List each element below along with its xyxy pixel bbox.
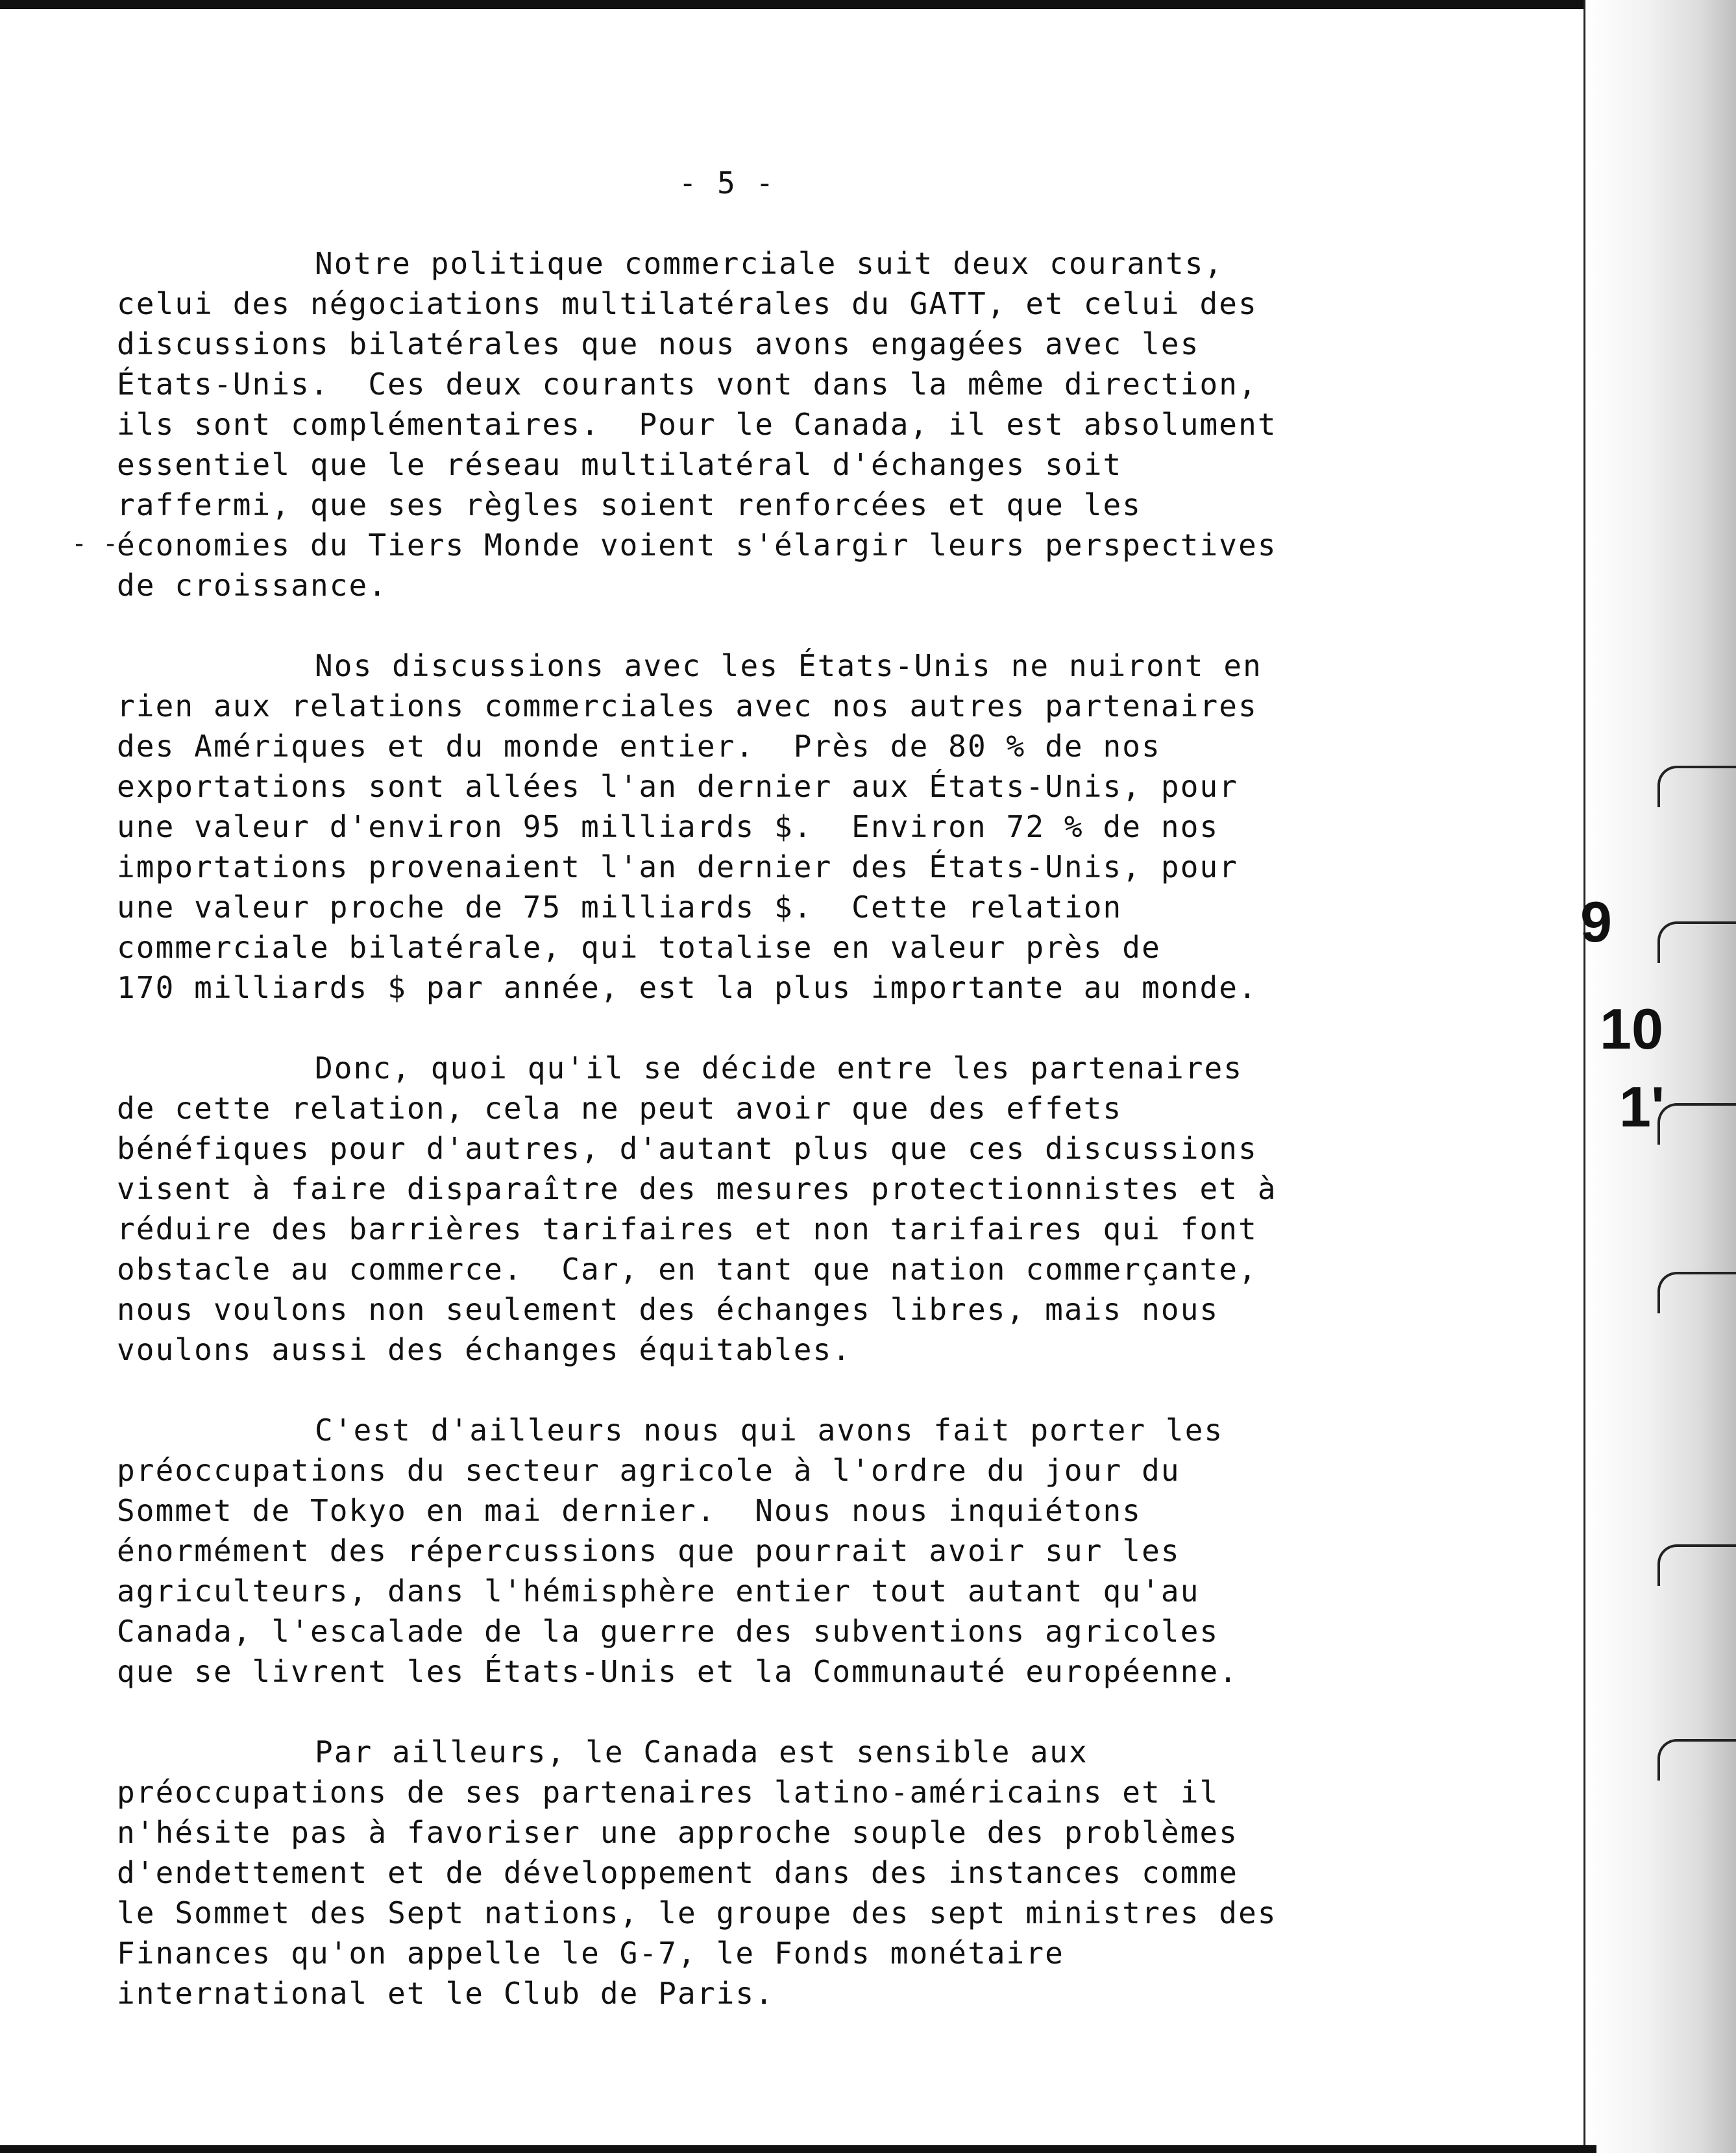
text-line: essentiel que le réseau multilatéral d'échanges soit (117, 447, 1123, 482)
tab-divider (1657, 921, 1736, 963)
top-edge-rule (0, 0, 1583, 9)
text-line: obstacle au commerce. Car, en tant que nation commerçante, (117, 1252, 1258, 1287)
text-line: que se livrent les États-Unis et la Communauté européenne. (117, 1654, 1239, 1689)
text-line: n'hésite pas à favoriser une approche souple des problèmes (117, 1815, 1239, 1850)
text-line: commerciale bilatérale, qui totalise en valeur près de (117, 930, 1161, 965)
text-line: C'est d'ailleurs nous qui avons fait porter les (315, 1413, 1224, 1448)
text-line: une valeur d'environ 95 milliards $. Environ 72 % de nos (117, 809, 1219, 844)
bottom-edge-rule (0, 2145, 1596, 2153)
text-line: voulons aussi des échanges équitables. (117, 1332, 852, 1367)
document-body (117, 243, 1434, 2054)
text-line: Par ailleurs, le Canada est sensible aux (315, 1734, 1088, 1770)
text-line: de croissance. (117, 568, 388, 603)
text-line: visent à faire disparaître des mesures protectionnistes et à (117, 1171, 1277, 1206)
text-line: énormément des répercussions que pourrait avoir sur les (117, 1533, 1180, 1568)
tab-divider (1657, 1544, 1736, 1586)
tab-label-9: 9 (1580, 890, 1612, 954)
tab-label-10: 10 (1600, 997, 1663, 1061)
text-line: importations provenaient l'an dernier des États-Unis, pour (117, 849, 1239, 884)
text-line: Notre politique commerciale suit deux courants, (315, 246, 1224, 281)
text-line: Donc, quoi qu'il se décide entre les partenaires (315, 1051, 1243, 1086)
page-number: - 5 - (678, 165, 776, 201)
text-line: international et le Club de Paris. (117, 1976, 775, 2011)
text-line: celui des négociations multilatérales du GATT, et celui des (117, 286, 1258, 321)
text-line: agriculteurs, dans l'hémisphère entier tout autant qu'au (117, 1574, 1200, 1609)
tab-divider (1657, 1103, 1736, 1145)
text-line: rien aux relations commerciales avec nos autres partenaires (117, 688, 1258, 724)
paragraph-1 (117, 243, 1434, 605)
text-line: préoccupations de ses partenaires latino-américains et il (117, 1775, 1219, 1810)
text-line: Nos discussions avec les États-Unis ne nuiront en (315, 648, 1262, 683)
text-line: réduire des barrières tarifaires et non tarifaires qui font (117, 1211, 1258, 1247)
margin-mark: - - (71, 529, 119, 559)
text-line: des Amériques et du monde entier. Près de 80 % de nos (117, 729, 1161, 764)
text-line: préoccupations du secteur agricole à l'ordre du jour du (117, 1453, 1180, 1488)
text-line: raffermi, que ses règles soient renforcées et que les (117, 487, 1142, 522)
text-line: 170 milliards $ par année, est la plus importante au monde. (117, 970, 1258, 1005)
paragraph-4 (117, 1410, 1434, 1692)
text-line: discussions bilatérales que nous avons engagées avec les (117, 326, 1200, 361)
text-line: ils sont complémentaires. Pour le Canada, il est absolument (117, 407, 1277, 442)
text-line: bénéfiques pour d'autres, d'autant plus que ces discussions (117, 1131, 1258, 1166)
text-line: de cette relation, cela ne peut avoir que des effets (117, 1091, 1123, 1126)
text-line: Sommet de Tokyo en mai dernier. Nous nous inquiétons (117, 1493, 1142, 1528)
text-line: Canada, l'escalade de la guerre des subventions agricoles (117, 1614, 1219, 1649)
text-line: Finances qu'on appelle le G-7, le Fonds monétaire (117, 1936, 1064, 1971)
tab-divider (1657, 1739, 1736, 1781)
text-line: exportations sont allées l'an dernier aux États-Unis, pour (117, 769, 1239, 804)
text-line: nous voulons non seulement des échanges libres, mais nous (117, 1292, 1219, 1327)
paragraph-2 (117, 646, 1434, 1008)
tab-divider (1657, 1272, 1736, 1313)
text-line: le Sommet des Sept nations, le groupe des sept ministres des (117, 1895, 1277, 1930)
text-line: une valeur proche de 75 milliards $. Cette relation (117, 890, 1123, 925)
text-line: économies du Tiers Monde voient s'élargir leurs perspectives (117, 528, 1277, 563)
paragraph-3 (117, 1048, 1434, 1370)
tab-label-11: 1' (1619, 1075, 1665, 1139)
paragraph-5 (117, 1732, 1434, 2013)
text-line: États-Unis. Ces deux courants vont dans la même direction, (117, 367, 1258, 402)
text-line: d'endettement et de développement dans des instances comme (117, 1855, 1239, 1890)
tab-divider (1657, 766, 1736, 807)
